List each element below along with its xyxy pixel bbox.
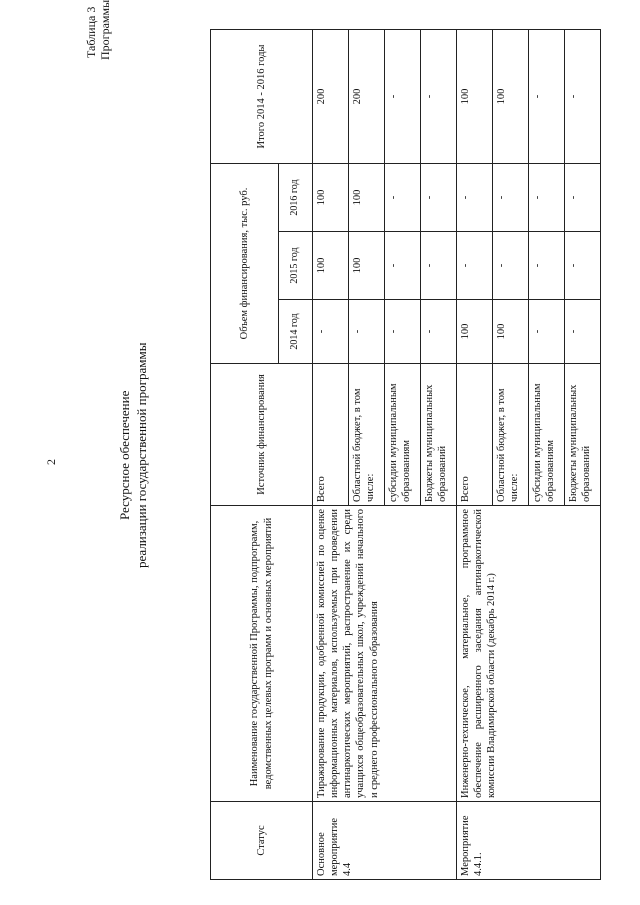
source-cell: Областной бюджет, в том числе: bbox=[493, 364, 529, 506]
value-2015-cell: 100 bbox=[313, 232, 349, 300]
value-total-cell: - bbox=[421, 30, 457, 164]
table-reference-sub: Программы bbox=[98, 0, 112, 60]
value-2016-cell: - bbox=[457, 164, 493, 232]
page-number: 2 bbox=[44, 459, 58, 465]
header-2014: 2014 год bbox=[279, 300, 313, 364]
value-2014-cell: 100 bbox=[457, 300, 493, 364]
header-name: Наименование государственной Программы, подпрограмм, ведомственных целевых программ и основных мероприятий bbox=[211, 506, 313, 802]
value-2014-cell: - bbox=[313, 300, 349, 364]
value-2016-cell: 100 bbox=[313, 164, 349, 232]
measure-name-cell: Инженерно-техническое, материальное, программное обеспечение расширенного заседания антинаркотической комиссии Владимирской области (декабрь 2014 г.) bbox=[457, 506, 601, 802]
value-2015-cell: - bbox=[457, 232, 493, 300]
source-cell: Бюджеты муниципальных образований bbox=[565, 364, 601, 506]
value-2016-cell: - bbox=[421, 164, 457, 232]
source-cell: субсидии муниципальным образованиям bbox=[385, 364, 421, 506]
table-row bbox=[457, 30, 493, 880]
status-cell: Мероприятие 4.4.1. bbox=[457, 802, 601, 880]
value-total-cell: 200 bbox=[313, 30, 349, 164]
header-status: Статус bbox=[211, 802, 313, 880]
value-2015-cell: - bbox=[529, 232, 565, 300]
value-2016-cell: - bbox=[493, 164, 529, 232]
value-total-cell: - bbox=[565, 30, 601, 164]
value-2015-cell: - bbox=[565, 232, 601, 300]
source-cell: Бюджеты муниципальных образований bbox=[421, 364, 457, 506]
value-2014-cell: 100 bbox=[493, 300, 529, 364]
value-2014-cell: - bbox=[385, 300, 421, 364]
header-2016: 2016 год bbox=[279, 164, 313, 232]
value-2015-cell: - bbox=[493, 232, 529, 300]
value-2014-cell: - bbox=[565, 300, 601, 364]
source-cell: Всего bbox=[457, 364, 493, 506]
value-2016-cell: - bbox=[565, 164, 601, 232]
funding-table bbox=[210, 29, 601, 880]
value-2015-cell: - bbox=[421, 232, 457, 300]
value-total-cell: - bbox=[385, 30, 421, 164]
header-total: Итого 2014 - 2016 годы bbox=[211, 30, 313, 164]
measure-name-cell: Тиражирование продукции, одобренной комиссией по оценке информационных материалов, используемых при проведении антинаркотических мероприятий, распространение их среди учащихся общеобразовательных школ, учреждений начального и среднего профессионального образования bbox=[313, 506, 457, 802]
value-2016-cell: 100 bbox=[349, 164, 385, 232]
value-total-cell: 200 bbox=[349, 30, 385, 164]
value-total-cell: - bbox=[529, 30, 565, 164]
value-2016-cell: - bbox=[385, 164, 421, 232]
header-2015: 2015 год bbox=[279, 232, 313, 300]
table-row bbox=[313, 30, 349, 880]
value-2014-cell: - bbox=[421, 300, 457, 364]
funding-table-container bbox=[210, 30, 593, 880]
source-cell: Всего bbox=[313, 364, 349, 506]
page-title: Ресурсное обеспечение bbox=[117, 390, 132, 520]
value-2016-cell: - bbox=[529, 164, 565, 232]
value-total-cell: 100 bbox=[493, 30, 529, 164]
value-total-cell: 100 bbox=[457, 30, 493, 164]
source-cell: субсидии муниципальным образованиям bbox=[529, 364, 565, 506]
table-reference: Таблица 3 bbox=[84, 6, 98, 58]
value-2015-cell: - bbox=[385, 232, 421, 300]
page-subtitle: реализации государственной программы bbox=[134, 342, 149, 568]
header-volume: Объем финансирования, тыс. руб. bbox=[211, 164, 279, 364]
value-2014-cell: - bbox=[529, 300, 565, 364]
header-source: Источник финансирования bbox=[211, 364, 313, 506]
value-2014-cell: - bbox=[349, 300, 385, 364]
value-2015-cell: 100 bbox=[349, 232, 385, 300]
source-cell: Областной бюджет, в том числе: bbox=[349, 364, 385, 506]
status-cell: Основное мероприятие 4.4 bbox=[313, 802, 457, 880]
